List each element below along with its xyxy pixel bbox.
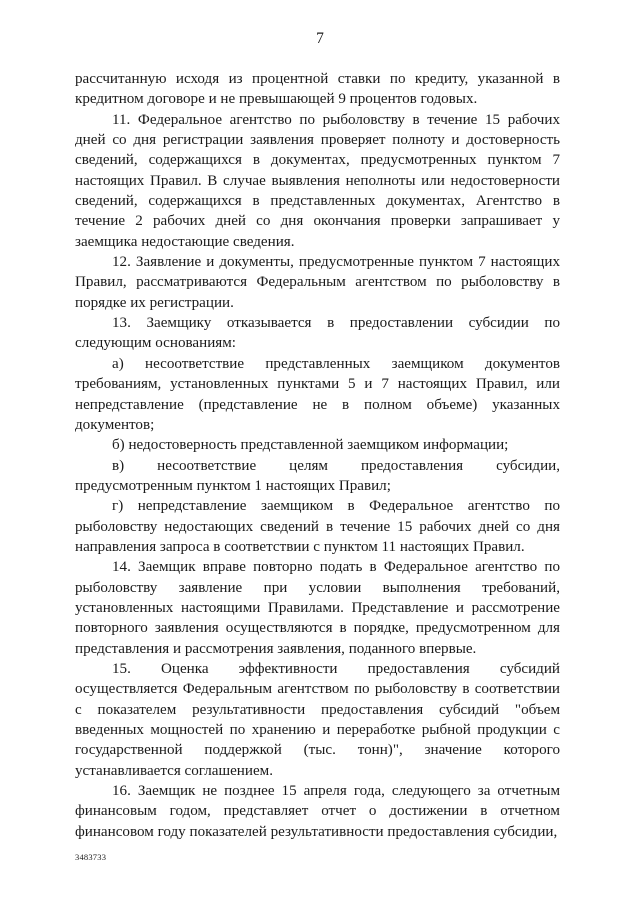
subitem-v: в) несоответствие целям предоставления субсидии, предусмотренным пунктом 1 настоящих Правил; bbox=[75, 457, 560, 494]
document-body bbox=[75, 69, 560, 842]
paragraph-item-15: 15. Оценка эффективности предоставления субсидий осуществляется Федеральным агентством по рыболовству в соответствии с показателем результативности предоставления субсидий "объем введенных мощностей по хранению и переработке рыбной продукции с государственной поддержкой (тыс. тонн)", значение которого устанавливается соглашением. bbox=[75, 660, 560, 779]
document-id: 3483733 bbox=[75, 852, 107, 862]
paragraph-item-12: 12. Заявление и документы, предусмотренные пунктом 7 настоящих Правил, рассматриваются Федеральным агентством по рыболовству в порядке их регистрации. bbox=[75, 254, 560, 311]
paragraph-item-13: 13. Заемщику отказывается в предоставлении субсидии по следующим основаниям: bbox=[75, 315, 560, 352]
page-number: 7 bbox=[316, 30, 324, 47]
subitem-g: г) непредставление заемщиком в Федеральное агентство по рыболовству недостающих сведений в течение 15 рабочих дней со дня направления запроса в соответствии с пунктом 11 настоящих Правил. bbox=[75, 498, 560, 555]
paragraph-item-11: 11. Федеральное агентство по рыболовству в течение 15 рабочих дней со дня регистрации заявления проверяет полноту и достоверность сведений, содержащихся в документах, предусмотренных пунктом 7 настоящих Правил. В случае выявления неполноты или недостоверности сведений, содержащихся в представленных документах, Агентство в течение 2 рабочих дней со дня окончания проверки запрашивает у заемщика недостающие сведения. bbox=[75, 111, 560, 250]
paragraph-item-14: 14. Заемщик вправе повторно подать в Федеральное агентство по рыболовству заявление при условии выполнения требований, установленных настоящими Правилами. Представление и рассмотрение повторного заявления осуществляются в порядке, предусмотренном для представления и рассмотрения заявления, поданного впервые. bbox=[75, 559, 560, 657]
subitem-b: б) недостоверность представленной заемщиком информации; bbox=[112, 437, 509, 454]
subitem-a: а) несоответствие представленных заемщиком документов требованиям, установленных пунктами 5 и 7 настоящих Правил, или непредставление (представление не в полном объеме) указанных документов; bbox=[75, 355, 560, 433]
paragraph-item-16: 16. Заемщик не позднее 15 апреля года, следующего за отчетным финансовым годом, представляет отчет о достижении в отчетном финансовом году показателей результативности предоставления субсидии, bbox=[75, 783, 560, 840]
paragraph-continuation: рассчитанную исходя из процентной ставки по кредиту, указанной в кредитном договоре и не превышающей 9 процентов годовых. bbox=[75, 71, 560, 108]
